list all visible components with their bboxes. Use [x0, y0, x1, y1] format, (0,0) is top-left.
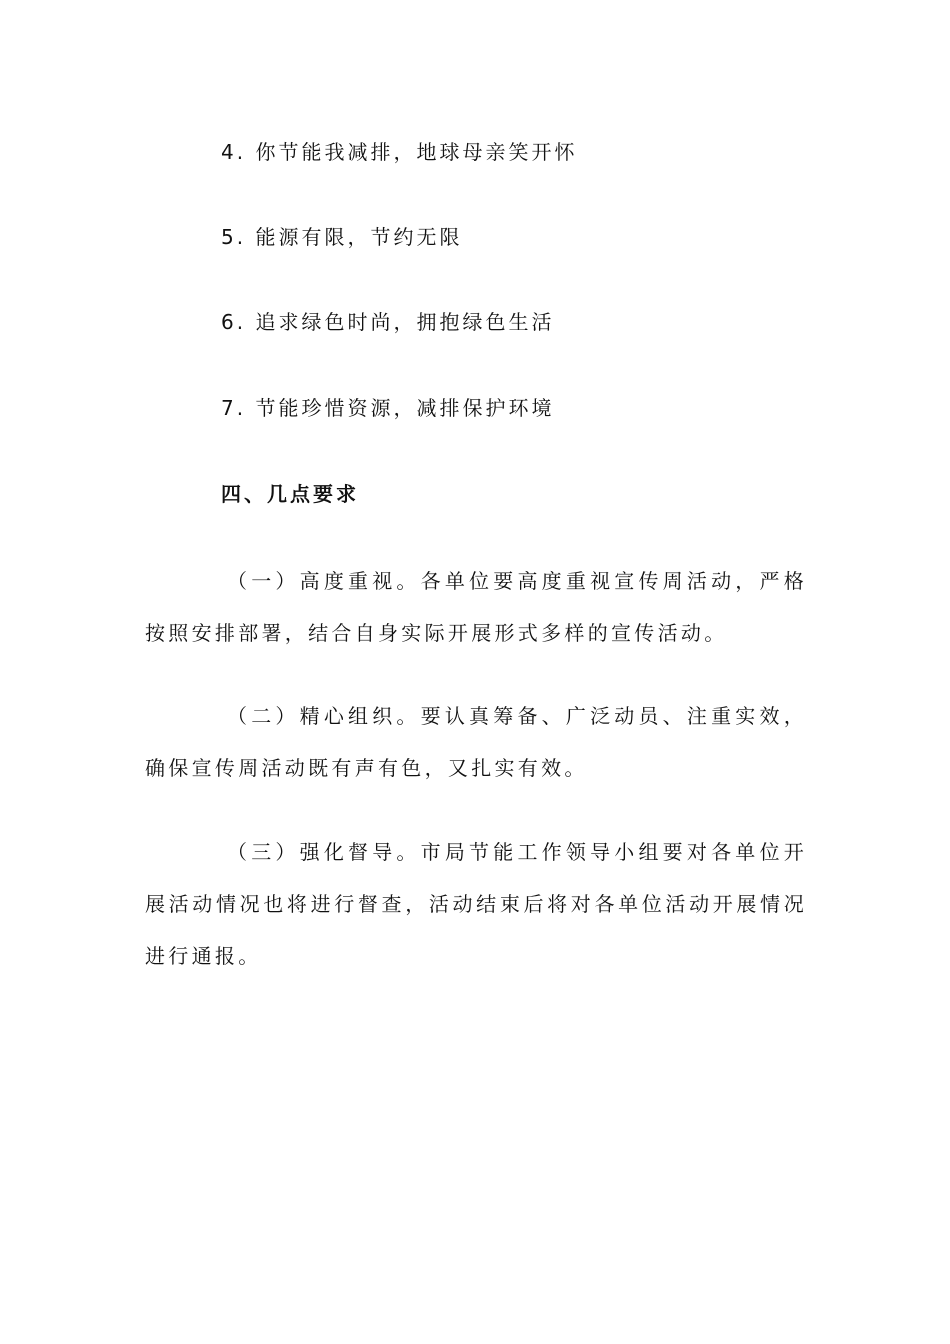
slogan-6: 6. 追求绿色时尚，拥抱绿色生活 [221, 310, 555, 334]
slogan-7: 7. 节能珍惜资源，减排保护环境 [221, 396, 555, 420]
requirement-paragraph-3: （三）强化督导。市局节能工作领导小组要对各单位开展活动情况也将进行督查，活动结束后将对各单位活动开展情况进行通报。 [145, 840, 807, 968]
slogan-5: 5. 能源有限，节约无限 [221, 225, 463, 249]
requirement-paragraph-1: （一）高度重视。各单位要高度重视宣传周活动，严格按照安排部署，结合自身实际开展形式多样的宣传活动。 [145, 569, 807, 645]
slogan-4: 4. 你节能我减排，地球母亲笑开怀 [221, 140, 578, 164]
section-heading: 四、几点要求 [221, 482, 359, 506]
requirement-paragraph-2: （二）精心组织。要认真筹备、广泛动员、注重实效，确保宣传周活动既有声有色，又扎实有效。 [145, 704, 807, 780]
